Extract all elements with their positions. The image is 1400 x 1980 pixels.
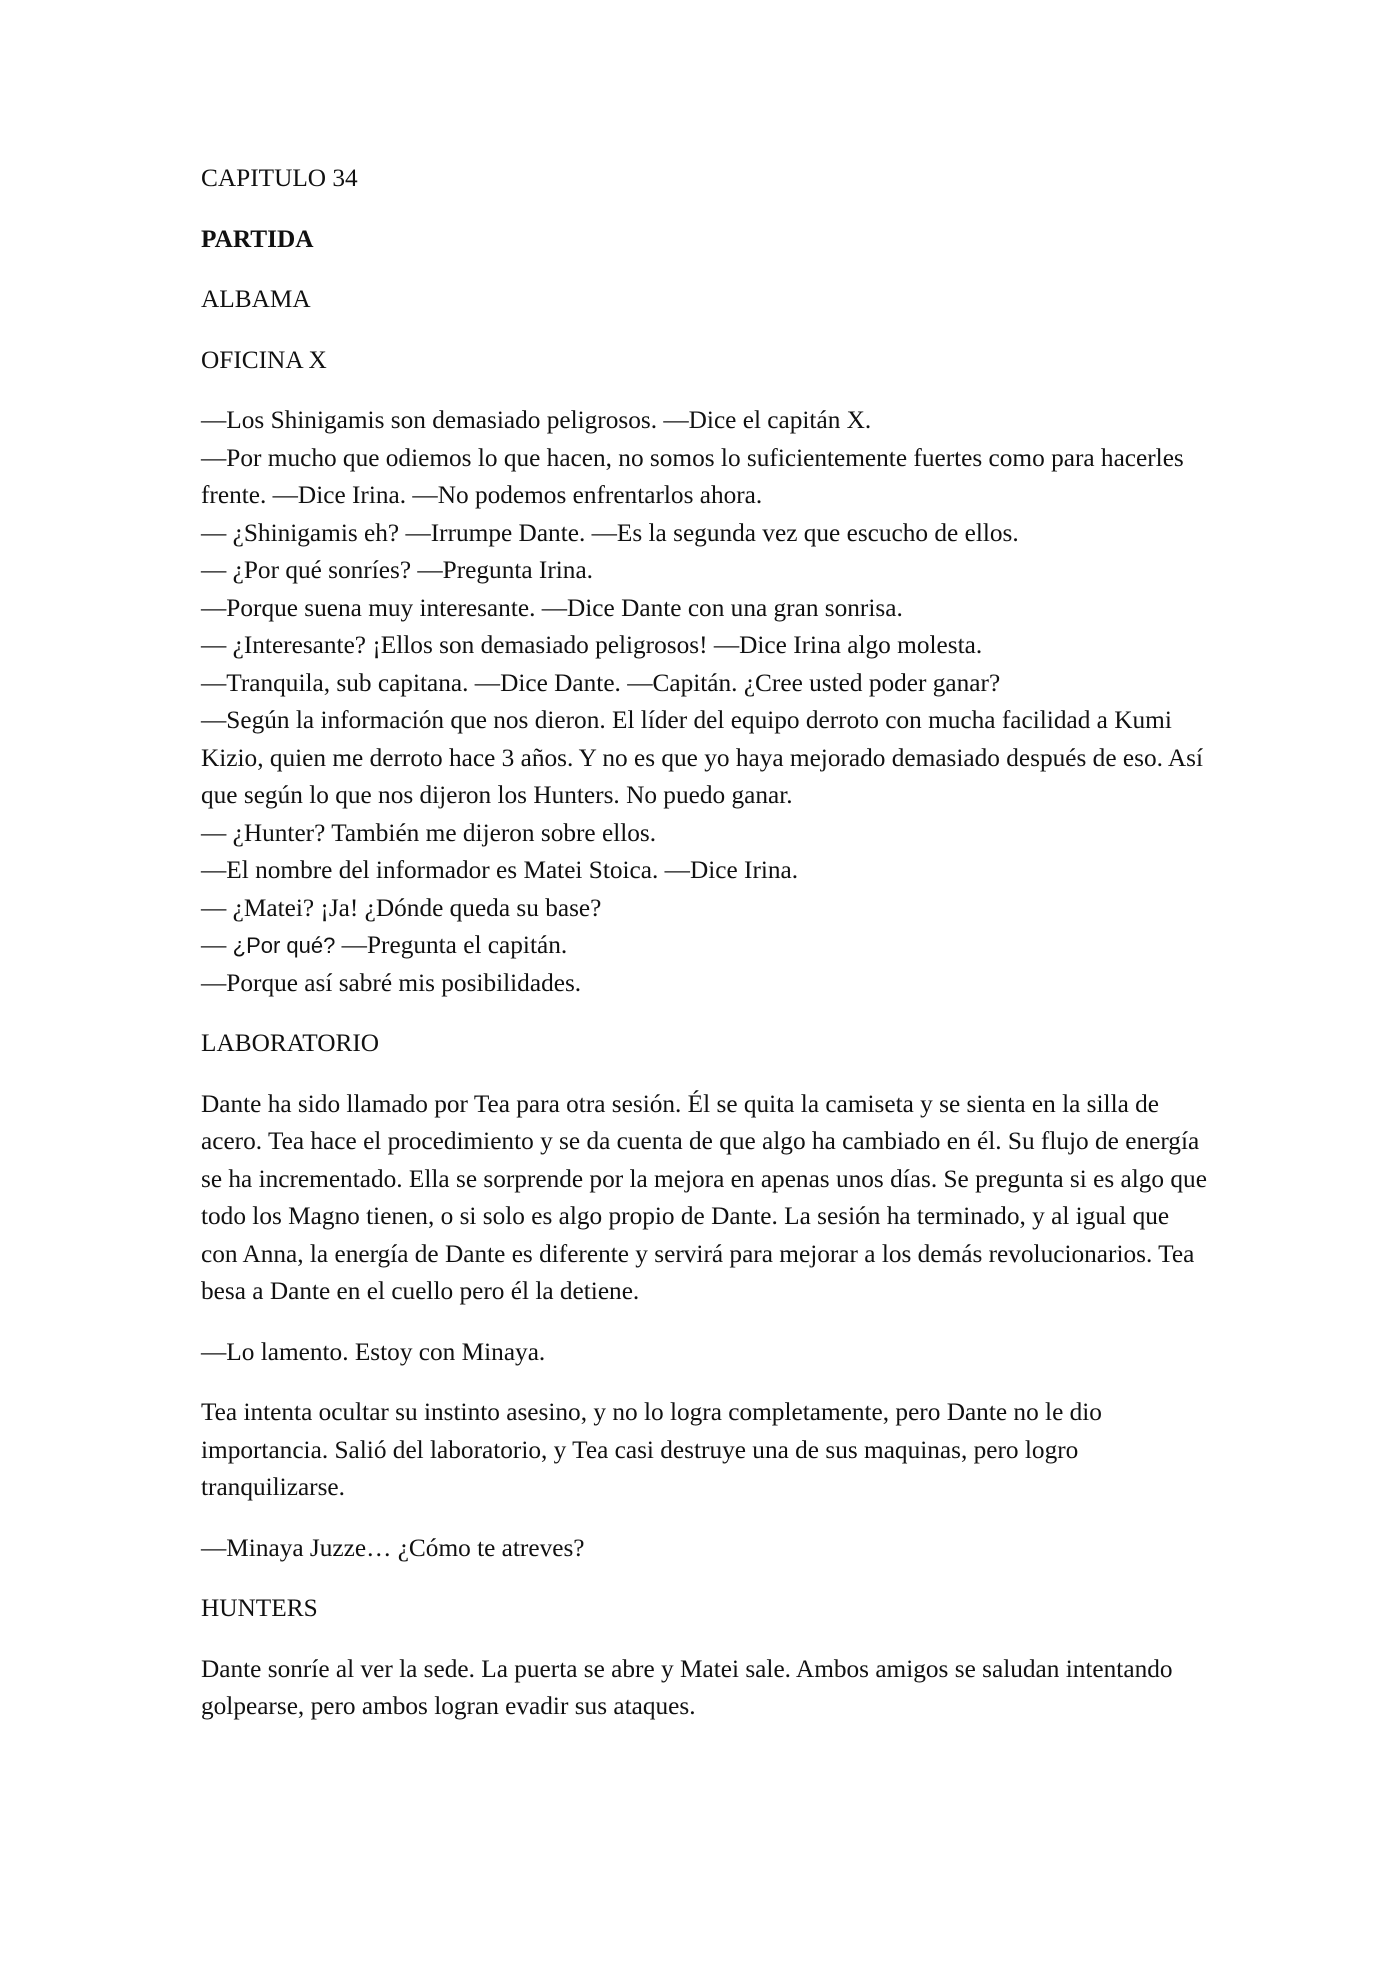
chapter-title: PARTIDA: [201, 224, 314, 253]
dialog-line: —Porque suena muy interesante. —Dice Dante con una gran sonrisa.: [201, 593, 903, 622]
dialog-dash: —: [201, 931, 233, 959]
section-heading-laboratorio: LABORATORIO: [201, 1029, 380, 1057]
paragraph-hunters: Dante sonríe al ver la sede. La puerta se abre y Matei sale. Ambos amigos se saludan intentando golpearse, pero ambos logran evadir sus ataques.: [201, 1654, 1173, 1720]
dialog-block-oficina: [201, 402, 1211, 1002]
dialog-line: —Porque así sabré mis posibilidades.: [201, 968, 582, 997]
dialog-line: —El nombre del informador es Matei Stoica. —Dice Irina.: [201, 856, 799, 884]
dialog-line-lamento: —Lo lamento. Estoy con Minaya.: [201, 1337, 546, 1366]
dialog-line: —Los Shinigamis son demasiado peligrosos. —Dice el capitán X.: [201, 406, 872, 434]
dialog-line: [201, 927, 1211, 965]
dialog-line: — ¿Hunter? También me dijeron sobre ellos.: [201, 818, 657, 847]
document-page: [201, 160, 1211, 1749]
dialog-line: —Tranquila, sub capitana. —Dice Dante. —Capitán. ¿Cree usted poder ganar?: [201, 668, 1001, 697]
dialog-attribution: —Pregunta el capitán.: [335, 931, 568, 959]
dialog-line: — ¿Interesante? ¡Ellos son demasiado peligrosos! —Dice Irina algo molesta.: [201, 631, 983, 659]
section-heading-hunters: HUNTERS: [201, 1594, 318, 1622]
dialog-line: —Por mucho que odiemos lo que hacen, no somos lo suficientemente fuertes como para hacerles frente. —Dice Irina. —No podemos enfrentarlos ahora.: [201, 443, 1184, 509]
dialog-line-minaya: —Minaya Juzze… ¿Cómo te atreves?: [201, 1533, 585, 1562]
section-heading-oficina: OFICINA X: [201, 345, 327, 374]
location-heading: ALBAMA: [201, 285, 311, 313]
dialog-line: — ¿Shinigamis eh? —Irrumpe Dante. —Es la segunda vez que escucho de ellos.: [201, 518, 1019, 547]
dialog-line: —Según la información que nos dieron. El líder del equipo derroto con mucha facilidad a Kumi Kizio, quien me derroto hace 3 años. Y no es que yo haya mejorado demasiado después de eso. Así que según lo que nos dijeron los Hunters. No puedo ganar.: [201, 706, 1203, 809]
dialog-line: — ¿Por qué sonríes? —Pregunta Irina.: [201, 556, 594, 584]
paragraph-tea: Tea intenta ocultar su instinto asesino, y no lo logra completamente, pero Dante no le dio importancia. Salió del laboratorio, y Tea casi destruye una de sus maquinas, pero logro tranquilizarse.: [201, 1398, 1102, 1501]
paragraph-laboratorio: Dante ha sido llamado por Tea para otra sesión. Él se quita la camiseta y se sienta en la silla de acero. Tea hace el procedimiento y se da cuenta de que algo ha cambiado en él. Su flujo de energía se ha incrementado. Ella se sorprende por la mejora en apenas unos días. Se pregunta si es algo que todo los Magno tienen, o si solo es algo propio de Dante. La sesión ha terminado, y al igual que con Anna, la energía de Dante es diferente y servirá para mejorar a los demás revolucionarios. Tea besa a Dante en el cuello pero él la detiene.: [201, 1089, 1207, 1305]
dialog-question: ¿Por qué?: [232, 933, 336, 958]
chapter-number: CAPITULO 34: [201, 164, 358, 192]
dialog-line: — ¿Matei? ¡Ja! ¿Dónde queda su base?: [201, 893, 602, 922]
